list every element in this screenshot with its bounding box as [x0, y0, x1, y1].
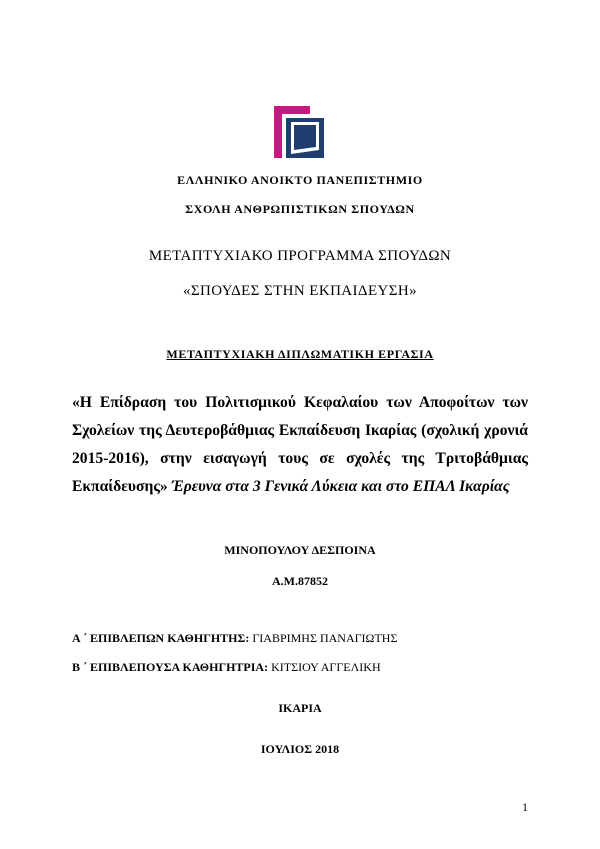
school-name: ΣΧΟΛΗ ΑΝΘΡΩΠΙΣΤΙΚΩΝ ΣΠΟΥΔΩΝ — [185, 202, 415, 216]
university-logo-icon — [274, 106, 324, 158]
thesis-title — [72, 389, 528, 501]
supervisor-b-label: Β ΄ ΕΠΙΒΛΕΠΟΥΣΑ ΚΑΘΗΓΗΤΡΙΑ: — [72, 660, 269, 674]
place: ΙΚΑΡΙΑ — [278, 701, 322, 715]
date: ΙΟΥΛΙΟΣ 2018 — [260, 742, 340, 756]
program-name: ΜΕΤΑΠΤΥΧΙΑΚΟ ΠΡΟΓΡΑΜΜΑ ΣΠΟΥΔΩΝ — [148, 248, 452, 264]
thesis-title-sub: Έρευνα στα 3 Γενικά Λύκεια και στο ΕΠΑΛ Ικαρίας — [171, 478, 510, 495]
supervisor-a-label: Α ΄ ΕΠΙΒΛΕΠΩΝ ΚΑΘΗΓΗΤΗΣ: — [72, 631, 250, 645]
supervisor-b-name: ΚΙΤΣΙΟΥ ΑΓΓΕΛΙΚΗ — [268, 660, 381, 674]
university-name: ΕΛΛΗΝΙΚΟ ΑΝΟΙΚΤΟ ΠΑΝΕΠΙΣΤΗΜΙΟ — [177, 173, 423, 187]
student-id: Α.Μ.87852 — [272, 574, 328, 588]
supervisor-b — [72, 660, 381, 675]
author-name: ΜΙΝΟΠΟΥΛΟΥ ΔΕΣΠΟΙΝΑ — [224, 543, 376, 557]
supervisor-a-name: ΓΙΑΒΡΙΜΗΣ ΠΑΝΑΓΙΩΤΗΣ — [249, 631, 398, 645]
thesis-type: ΜΕΤΑΠΤΥΧΙΑΚΗ ΔΙΠΛΩΜΑΤΙΚΗ ΕΡΓΑΣΙΑ — [166, 347, 434, 361]
thesis-title-main: «Η Επίδραση του Πολιτισμικού Κεφαλαίου των Αποφοίτων των Σχολείων της Δευτεροβάθμιας Εκπαίδευση Ικαρίας (σχολική χρονιά 2015-2016), στην εισαγωγή τους σε σχολές της Τριτοβάθμιας Εκπαίδευσης» — [72, 394, 528, 495]
supervisor-a — [72, 631, 397, 646]
specialization-name: «ΣΠΟΥΔΕΣ ΣΤΗΝ ΕΚΠΑΙΔΕΥΣΗ» — [182, 283, 418, 299]
page-number: 1 — [522, 800, 528, 814]
